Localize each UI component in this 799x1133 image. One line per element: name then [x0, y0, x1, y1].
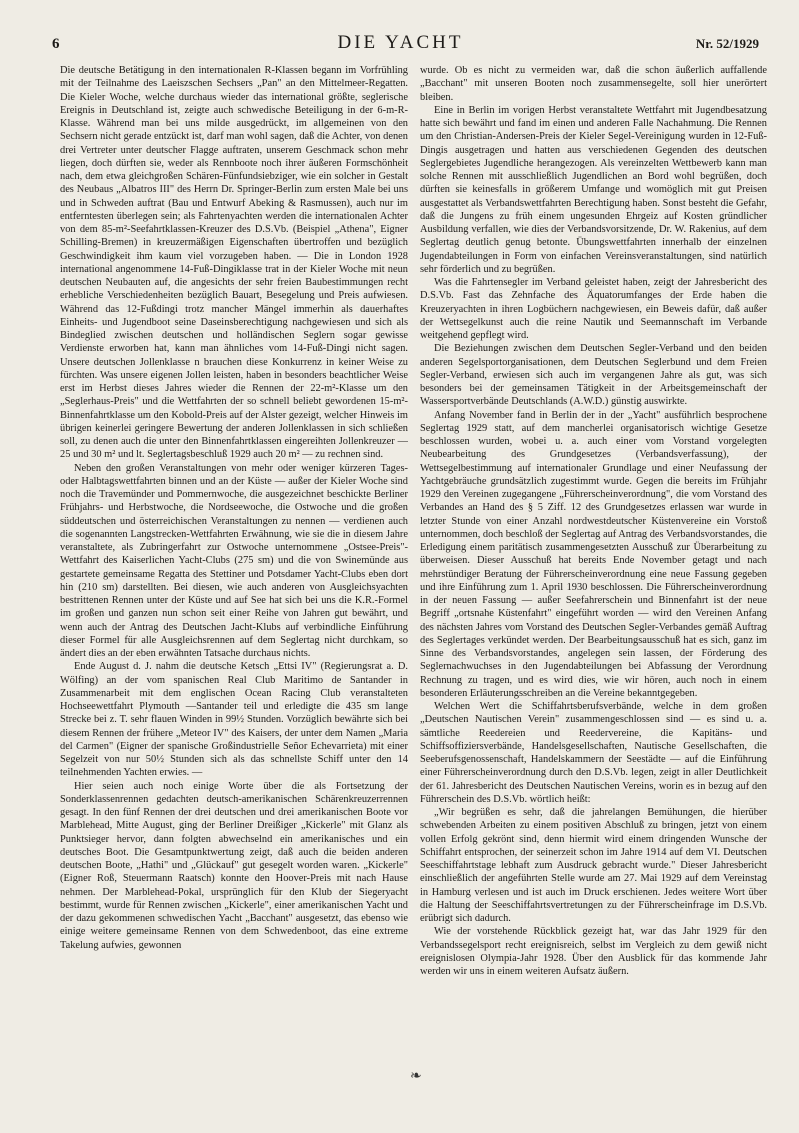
paragraph: Hier seien auch noch einige Worte über die als Fortsetzung der Sonderklassenrennen gedachten deutsch-amerikanischen Schärenkreuzerrennen gesagt. In den fünf Rennen der drei deutschen und drei amerikanischen Boote vor Marblehead, Mitte August, ging der Berliner Dreißiger „Kickerle" mit Glanz als Punktsieger hervor, dann folgten abwechselnd ein amerikanisches und ein deutsches Boot. Die Gesamtpunktwertung zeigt, daß auch die beiden anderen deutschen Boote, „Hathi" und „Glückauf" gut gesegelt worden waren. „Kickerle" (Eigner Roß, Steuermann Raatsch) konnte den Hoover-Preis mit nach Hause nehmen. Der Marblehead-Pokal, ursprünglich für den Klub der Siegeryacht bestimmt, wurde für Rennen zwischen „Kickerle", einer amerikanischen Yacht und der dazu gekommenen schwedischen Yacht „Bacchant" ausgesetzt, das ebenso wie einige weitere gemeinsame Rennen von dem Schwedenboot, das eine extreme Takelung aufwies, gewonnen — [60, 780, 408, 951]
paragraph: Was die Fahrtensegler im Verband geleistet haben, zeigt der Jahresbericht des D.S.Vb. Fast das Zehnfache des Äquatorumfanges der Erde haben die Kreuzeryachten in ihren Logbüchern nachgewiesen, ein Beweis dafür, daß außer der Wettsegelkunst auch die reine Nautik und Seemannschaft im Verbande weitgehend gepflegt wird. — [420, 277, 767, 341]
paragraph: Die deutsche Betätigung in den internationalen R-Klassen begann im Vorfrühling mit der Teilnahme des Laeiszschen Sechsers „Pan" an den Mittelmeer-Regatten. Die Kieler Woche, welche durchaus wieder das international größte, seglerische Ereignis in Deutschland ist, zeigte auch schwedische Beteiligung in der 6-m-R-Klasse. Während man bei uns milde ausgedrückt, im allgemeinen von den Sechsern nicht gerade entzückt ist, darf man wohl sagen, daß die Achter, von denen drei Vertreter unter deutscher Flagge auftraten, unserem Geschmack schon mehr liegen, doch dürften sie, weder als Rennboote noch ihrer äußeren Formschönheit nach, dem etwa gleichgroßen Schären-Fünfundsiebziger, wie ein solcher in Gestalt des Neubaus „Albatros III" des Herrn Dr. Springer-Berlin zum ersten Male bei uns und in Schweden auftrat (Bau und Entwurf Abeking & Rasmussen), auch nur im entferntesten überlegen sein; als Fahrtenyachten werden die internationalen Achter von dem 85-m²-Seefahrtklassen-Kreuzer des D.S.Vb. (Beispiel „Athena", Eigner Schilling-Bremen) in kreuzermäßigen Eigenschaften übertroffen und bezüglich Geschwindigkeit ihm kaum viel vorzugeben haben. — Die in London 1928 international angenommene 14-Fuß-Dingiklasse trat in der Kieler Woche mit neun deutschen Neubauten auf, die angesichts der sehr freien Baubestimmungen recht erhebliche Verschiedenheiten bezüglich Bauart, Besegelung und Preis aufwiesen. Während das 12-Fußdingi trotz mancher Mängel immerhin als dauerhaftes Einheits- und Jugendboot seine Daseinsberechtigung nachgewiesen und sich als Bindeglied zwischen deutschen und holländischen Seglern sogar gewisse Verdienste erworben hat, kann man ähnliches vom 14-Fuß-Dingi nicht sagen. Unsere deutschen Jollenklasse n brauchen diese Konkurrenz in keiner Weise zu fürchten. Was unsere eigenen Jollen leisten, haben in besonders beachtlicher Weise erst im Herbst dieses Jahres wieder die Rennen der 22-m²-Klasse um den „Seglerhaus-Preis" und die Wettfahrten der so schnell beliebt gewordenen 15-m²-Binnenfahrtklasse um den Kobold-Preis auf der Alster gezeigt, welcher Hinweis im übrigen keinerlei geringere Bewertung der anderen Jollenklassen in sich schließen soll, zu denen auch die unter den Binnenfahrtklassen eingereihten Jollenkreuzer — 25 und 30 m² und lt. Seglertagsbeschluß 1929 auch 20 m² — zu rechnen sind. — [60, 65, 408, 461]
left-column — [60, 64, 408, 1116]
right-column — [420, 64, 767, 1116]
paragraph: Die Beziehungen zwischen dem Deutschen Segler-Verband und den beiden anderen Segelsportorganisationen, dem Deutschen Seglerbund und dem Freien Segler-Verband, erwiesen sich auch im vergangenen Jahre als gut, was sich besonders bei der gemeinsamen Tätigkeit in der Arbeitsgemeinschaft der Wassersportverbände Deutschlands (A.W.D.) günstig auswirkte. — [420, 343, 767, 408]
magazine-title: DIE YACHT — [337, 32, 464, 53]
ink-blot-mark: ❧ — [410, 1069, 422, 1084]
paragraph: Welchen Wert die Schiffahrtsberufsverbände, welche in dem großen „Deutschen Nautischen Verein" zusammengeschlossen sind — es sind u. a. sämtliche Reedereien und Reedervereine, die Kapitäns- und Schiffsoffiziersverbände, Handelsgesellschaften, Nautische Gesellschaften, die Seeberufsgenossenschaft, Handelskammern der Seestädte — auf die Einführung einer Führerscheinverordnung durch den D.S.Vb. legen, zeigt in aller Deutlichkeit der 61. Jahresbericht des Deutschen Nautischen Vereins, worin es in bezug auf den Führerschein des D.S.Vb. wörtlich heißt: — [420, 701, 767, 805]
paragraph: Neben den großen Veranstaltungen von mehr oder weniger kürzeren Tages- oder Halbtagswettfahrten binnen und an der Küste — außer der Kieler Woche sind noch die Travemünder und Pommernwoche, die ausgezeichnet beschickte Berliner Frühjahrs- und Herbstwoche, die Nordseewoche, die Ostwoche und die großen süddeutschen und österreichischen Veranstaltungen zu nennen — verdienen auch die sogenannten Langstrecken-Wettfahrten Erwähnung, wie sie die in diesem Jahre veranstaltete, als Zubringerfahrt zur Ostwoche unternommene „Ostsee-Preis"-Wettfahrt des Kaiserlichen Yacht-Clubs (275 sm) und die von Swinemünde aus gestartete gemeinsame Regatta des Stettiner und Potsdamer Yacht-Clubs eben dort hin (210 sm) darstellten. Bei diesen, wie auch anderen von Ausgleichsyachten bestrittenen Rennen unter der Küste und auf See hat sich bei uns die K.R.-Formel im großen und ganzen nun schon seit einer Reihe von Jahren gut bewährt, und wenn auch der Antrag des Deutschen Jacht-Klubs auf verbindliche Einführung dieser Formel für alle Ausgleichsrennen auf dem Seglertag nicht durchkam, so ändert dies an der eben erwähnten Tatsache durchaus nichts. — [60, 462, 408, 659]
paragraph: Ende August d. J. nahm die deutsche Ketsch „Ettsi IV" (Regierungsrat a. D. Wölfing) an der vom spanischen Real Club Maritimo de Santander in Zusammenarbeit mit dem englischen Ocean Racing Club veranstalteten Hochseewettfahrt Plymouth —Santander teil und erledigte die 435 sm lange Strecke bei z. T. sehr flauen Winden in 99½ Stunden. Vorzüglich bewährte sich bei diesem Rennen der frühere „Meteor IV" des Kaisers, der unter dem Namen „Maria del Carmen" (Eigner der spanische Großindustrielle Señor Echevarrieta) mit einer Segelzeit von nur 50½ Stunden sich als das schnellste Schiff unter den 14 teilnehmenden Yachten erwies. — — [60, 661, 408, 779]
paragraph: Wie der vorstehende Rückblick gezeigt hat, war das Jahr 1929 für den Verbandssegelsport recht ereignisreich, selbst im Vergleich zu dem gewiß nicht ereignislosen Olympia-Jahr 1928. Über den Ausblick für das kommende Jahr werden wir uns in einem weiteren Aufsatz äußern. — [420, 926, 767, 977]
paragraph: „Wir begrüßen es sehr, daß die jahrelangen Bemühungen, die hierüber schwebenden Arbeiten zu einem positiven Abschluß zu bringen, jetzt von einem vollen Erfolg gekrönt sind, denn hiermit wird einem dringenden Wunsche der Schiffahrt entsprochen, der seinerzeit schon im Jahre 1914 auf dem VI. Deutschen Seeschiffahrtstage lebhaft zum Ausdruck gebracht wurde." Dieser Jahresbericht einschließlich der angeführten Stelle wurde am 27. Mai 1929 auf dem Vereinstag in Hamburg verlesen und ist auch im Druck erschienen. Jedes weitere Wort über die Haltung der Seeschiffahrtsvertretungen zu der Führerscheinfrage im D.S.Vb. erübrigt sich dadurch. — [420, 807, 767, 924]
paragraph: Anfang November fand in Berlin der in der „Yacht" ausführlich besprochene Seglertag 1929 statt, auf dem mancherlei organisatorisch wichtige Gesetze beschlossen wurden, wobei u. a. auch einer vom Vorstand vorgelegten Neubearbeitung des Grundgesetzes (Verbandsverfassung), der Wettsegelbestimmung auf internationaler Grundlage und einer Neufassung der Yachtgebräuche grundsätzlich zugestimmt wurde. Gegen die bereits im Frühjahr 1929 den Vereinen zugegangene „Führerscheinverordnung", die vom Vorstand des Verbandes an Hand des § 5 Ziff. 12 des Grundgesetzes erlassen war wurde in letzter Stunde von einer Anzahl nordwestdeutscher Küstenvereine ein Vorstoß unternommen, doch beschloß der Seglertag auf Antrag des Verbandsvorstandes, die Erledigung einem paritätisch zusammengesetzten Ausschuß zur Überarbeitung zu überweisen. Dieser Ausschuß hat bereits Ende November getagt und nach mehrstündiger Beratung der Führerscheinverordnung eine neue Fassung gegeben und ihre Einführung zum 1. April 1930 beschlossen. Die Führerscheinverordnung in der neuen Fassung — außer Seefahrerschein und Binnenfahrt ist der neue Begriff „ortsnahe Küstenfahrt" eingeführt worden — wird den Vereinen Anfang des nächsten Jahres vom Vorstand des Deutschen Segler-Verbandes gemäß Auftrag des Seglertages verkündet werden. Der Bearbeitungsausschuß hat es sich, ganz im Sinne des Verbandsvorstandes, angelegen sein lassen, der Förderung des Seglernachwuchses in den Jugendabteilungen bei Abfassung der Verordnung Rechnung zu tragen, und es wird dies, wie wir hören, auch noch in einem besonderen Erläuterungsschreiben an die Vereine bekanntgegeben. — [420, 409, 767, 699]
paragraph: Eine in Berlin im vorigen Herbst veranstaltete Wettfahrt mit Jugendbesatzung hatte sich bewährt und fand im einen und anderen Falle Nachahmung. Die Rennen um den Christian-Andersen-Preis der Kieler Segel-Vereinigung wurden in 12-Fuß-Dingis ausgetragen und hatten aus verschiedenen Gegenden des deutschen Seglergebietes Jugendliche herangezogen. Als vereinzelten Wettbewerb kann man solche Rennen mit ausschließlich Jugendlichen an Bord wohl begrüßen, doch dürften sie keinesfalls in größerem Umfange und womöglich mit gut Preisen ausgestattet als Verbandswettfahrten Berechtigung haben. Sonst besteht die Gefahr, daß die Jungens zu früh einem ungesunden Ehrgeiz auf Kosten gründlicher Ausbildung verfallen, wie dies der Verbandsvorsitzende, Dr. W. Rakenius, auf dem Seglertag deutlich genug betonte. Übungswettfahrten innerhalb der einzelnen Jugendabteilungen in Form von einfachen Vereinsveranstaltungen, sind natürlich sehr förderlich und zu begrüßen. — [420, 104, 767, 275]
paragraph: wurde. Ob es nicht zu vermeiden war, daß die schon äußerlich auffallende „Bacchant" mit unseren Booten noch zusammensegelte, soll hier unerörtert bleiben. — [420, 65, 767, 103]
issue-number: Nr. 52/1929 — [695, 36, 759, 51]
page-number: 6 — [52, 36, 60, 52]
page-header — [30, 30, 771, 60]
